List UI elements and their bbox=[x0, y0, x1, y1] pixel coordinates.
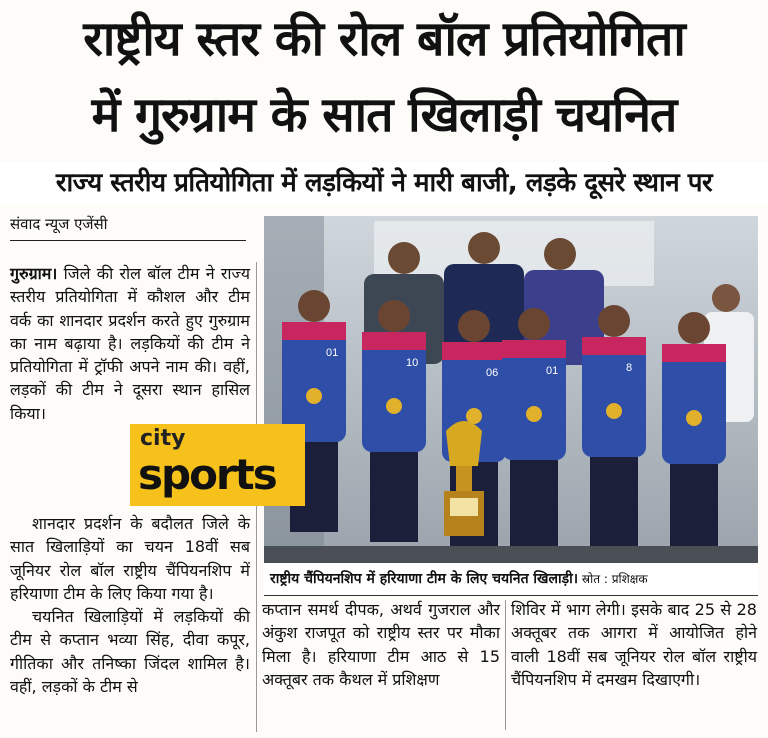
jersey-stripe bbox=[582, 337, 646, 355]
player-shorts bbox=[590, 457, 638, 547]
medal bbox=[686, 410, 702, 426]
player-head bbox=[518, 308, 550, 340]
jersey-stripe bbox=[442, 342, 506, 360]
jersey-number: 01 bbox=[546, 365, 559, 377]
city-label: city bbox=[140, 426, 186, 451]
byline-rule bbox=[10, 240, 246, 241]
dateline: गुरुग्राम। bbox=[10, 264, 58, 283]
player-head bbox=[678, 312, 710, 344]
jersey-stripe bbox=[502, 340, 566, 358]
photo-caption bbox=[264, 563, 758, 596]
team-photo bbox=[264, 216, 758, 563]
player-head bbox=[598, 305, 630, 337]
paragraph-1 bbox=[10, 262, 250, 425]
player-head bbox=[458, 310, 490, 342]
medal bbox=[606, 403, 622, 419]
jersey-number: 10 bbox=[406, 357, 419, 369]
headline-line-1: राष्ट्रीय स्तर की रोल बॉल प्रतियोगिता bbox=[83, 11, 685, 67]
column-2-text: कप्तान समर्थ दीपक, अथर्व गुजराल और अंकुश राजपूत को राष्ट्रीय स्तर पर मौका मिला है। हरियाणा टीम आठ से 15 अक्तूबर तक कैथल में प्रशिक्षण bbox=[262, 600, 500, 689]
subheadline: राज्य स्तरीय प्रतियोगिता में लड़कियों ने मारी बाजी, लड़के दूसरे स्थान पर bbox=[0, 162, 768, 204]
column-divider bbox=[505, 600, 506, 730]
player-head bbox=[378, 300, 410, 332]
column-3-text: शिविर में भाग लेगी। इसके बाद 25 से 28 अक्तूबर तक आगरा में आयोजित होने वाली 18वीं सब जूनियर रोल बॉल राष्ट्रीय चैंपियनशिप में दमखम दिखाएगी। bbox=[511, 600, 757, 689]
headline-line-2: में गुरुग्राम के सात खिलाड़ी चयनित bbox=[91, 87, 677, 143]
medal bbox=[386, 398, 402, 414]
player-shorts bbox=[670, 464, 718, 554]
column-1-continued bbox=[10, 512, 250, 698]
jersey-stripe bbox=[362, 332, 426, 350]
medal bbox=[306, 388, 322, 404]
player-shorts bbox=[370, 452, 418, 542]
player-shorts bbox=[510, 460, 558, 550]
caption-main: राष्ट्रीय चैंपियनशिप में हरियाणा टीम के लिए चयनित खिलाड़ी। bbox=[270, 571, 579, 587]
jersey-number: 8 bbox=[626, 362, 633, 374]
jersey-number: 01 bbox=[326, 347, 339, 359]
caption-source: स्रोत : प्रशिक्षक bbox=[578, 572, 648, 586]
paragraph-2: शानदार प्रदर्शन के बदौलत जिले के सात खिलाड़ियों का चयन 18वीं सब जूनियर रोल बॉल राष्ट्रीय चैंपियनशिप में हरियाणा टीम के लिए किया गया है। bbox=[10, 514, 250, 603]
byline: संवाद न्यूज एजेंसी bbox=[10, 215, 108, 233]
medal bbox=[526, 406, 542, 422]
player-head bbox=[298, 290, 330, 322]
jersey-stripe bbox=[662, 344, 726, 362]
sports-label: sports bbox=[138, 450, 276, 499]
jersey-number: 06 bbox=[486, 367, 499, 379]
city-sports-logo bbox=[130, 424, 305, 506]
paragraph-3: चयनित खिलाड़ियों में लड़कियों की टीम से कप्तान भव्या सिंह, दीवा कपूर, गीतिका और तनिष्का जिंदल शामिल है। वहीं, लड़कों के टीम से bbox=[10, 607, 250, 697]
jersey-stripe bbox=[282, 322, 346, 340]
paragraph-1-body: जिले की रोल बॉल टीम ने राज्य स्तरीय प्रतियोगिता में कौशल और टीम वर्क का शानदार प्रदर्शन करते हुए गुरुग्राम का नाम बढ़ाया है। लड़कियों की टीम ने प्रतियोगिता में ट्रॉफी अपने नाम की। वहीं, लड़कों की टीम ने दूसरा स्थान हासिल किया। bbox=[10, 264, 250, 423]
